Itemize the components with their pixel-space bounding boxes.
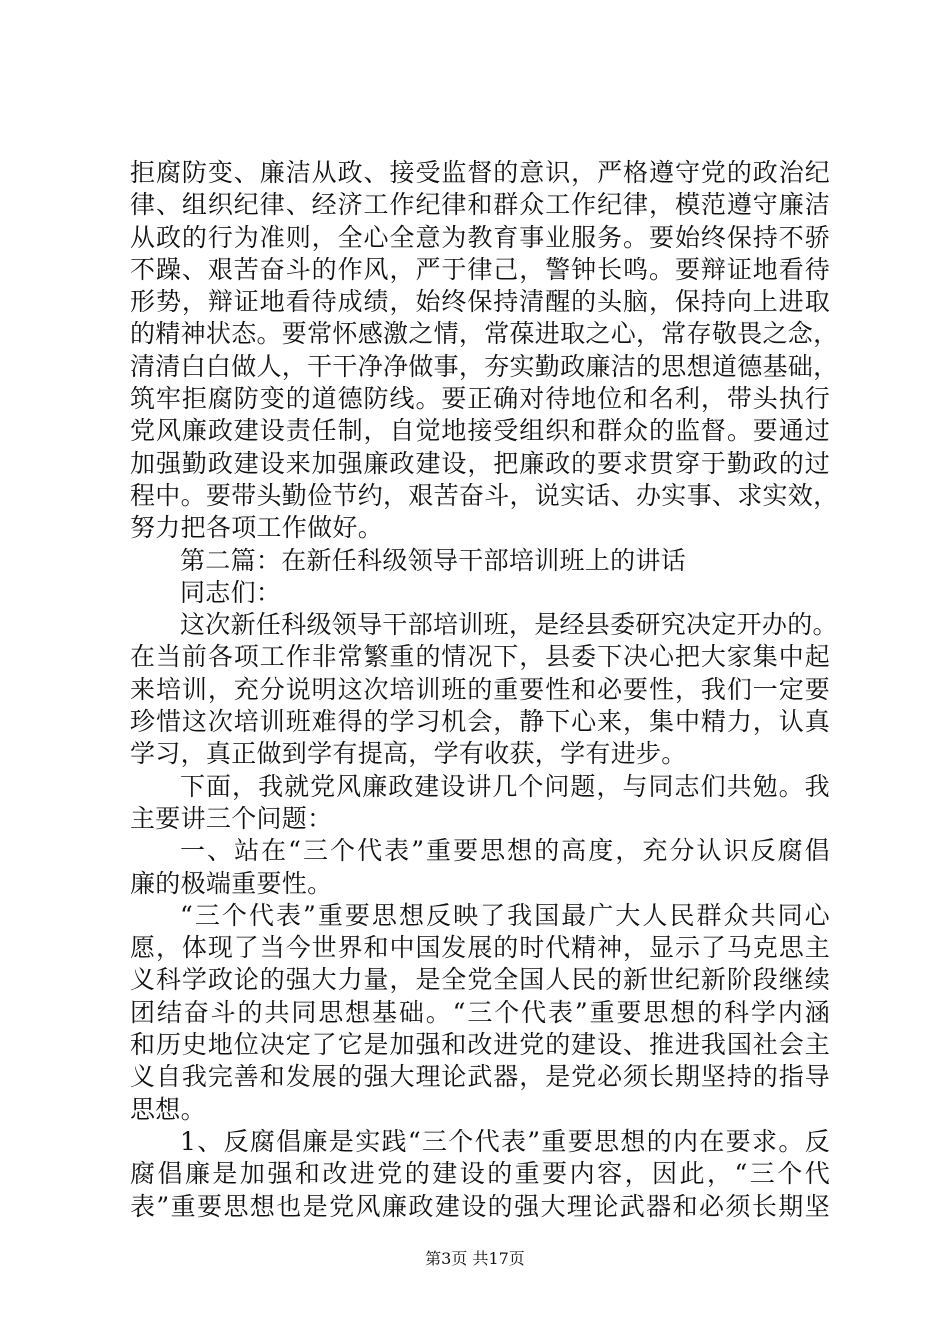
text-line: 1、反腐倡廉是实践“三个代表”重要思想的内在要求。反 [180, 1126, 830, 1156]
text-line: 加强勤政建设来加强廉政建设，把廉政的要求贯穿于勤政的过 [130, 448, 830, 478]
text-line: 努力把各项工作做好。 [130, 513, 384, 543]
text-line: 表”重要思想也是党风廉政建设的强大理论武器和必须长期坚 [130, 1191, 830, 1221]
text-line: 义科学政论的强大力量，是全党全国人民的新世纪新阶段继续 [130, 965, 830, 995]
text-line: 的精神状态。要常怀感激之情，常葆进取之心，常存敬畏之念， [130, 319, 839, 349]
text-line: “三个代表”重要思想反映了我国最广大人民群众共同心 [180, 900, 830, 930]
text-line: 一、站在“三个代表”重要思想的高度，充分认识反腐倡 [180, 836, 830, 866]
text-line: 团结奋斗的共同思想基础。“三个代表”重要思想的科学内涵 [130, 997, 830, 1027]
text-line: 来培训，充分说明这次培训班的重要性和必要性，我们一定要 [130, 674, 830, 704]
text-line: 学习，真正做到学有提高，学有收获，学有进步。 [130, 739, 687, 769]
text-line: 这次新任科级领导干部培训班，是经县委研究决定开办的。 [180, 610, 838, 640]
text-line: 不躁、艰苦奋斗的作风，严于律己，警钟长鸣。要辩证地看待 [130, 254, 830, 284]
text-line: 清清白白做人，干干净净做事，夯实勤政廉洁的思想道德基础， [130, 351, 839, 381]
text-line: 筑牢拒腐防变的道德防线。要正确对待地位和名利，带头执行 [130, 384, 830, 414]
text-line: 拒腐防变、廉洁从政、接受监督的意识，严格遵守党的政治纪 [130, 158, 830, 187]
body-text [130, 157, 839, 1223]
text-line: 程中。要带头勤俭节约，艰苦奋斗，说实话、办实事、求实效， [130, 480, 839, 510]
text-line: 义自我完善和发展的强大理论武器，是党必须长期坚持的指导 [130, 1062, 830, 1092]
text-line: 腐倡廉是加强和改进党的建设的重要内容，因此，“三个代 [130, 1159, 830, 1189]
text-line: 思想。 [130, 1094, 206, 1124]
text-line: 同志们： [180, 577, 282, 607]
page-footer: 第3页 共17页 [425, 1249, 525, 1268]
text-line: 第二篇：在新任科级领导干部培训班上的讲话 [180, 545, 687, 575]
text-line: 从政的行为准则，全心全意为教育事业服务。要始终保持不骄 [130, 222, 830, 252]
text-line: 和历史地位决定了它是加强和改进党的建设、推进我国社会主 [130, 1030, 830, 1060]
text-line: 愿，体现了当今世界和中国发展的时代精神，显示了马克思主 [130, 933, 830, 963]
text-line: 下面，我就党风廉政建设讲几个问题，与同志们共勉。我 [180, 771, 830, 801]
text-line: 在当前各项工作非常繁重的情况下，县委下决心把大家集中起 [130, 642, 830, 672]
text-line: 珍惜这次培训班难得的学习机会，静下心来，集中精力，认真 [130, 707, 830, 737]
text-line: 形势，辩证地看待成绩，始终保持清醒的头脑，保持向上进取 [130, 287, 830, 317]
text-line: 主要讲三个问题： [130, 803, 333, 833]
text-line: 党风廉政建设责任制，自觉地接受组织和群众的监督。要通过 [130, 416, 830, 446]
text-line: 廉的极端重要性。 [130, 868, 333, 898]
text-line: 律、组织纪律、经济工作纪律和群众工作纪律，模范遵守廉洁 [130, 190, 830, 220]
